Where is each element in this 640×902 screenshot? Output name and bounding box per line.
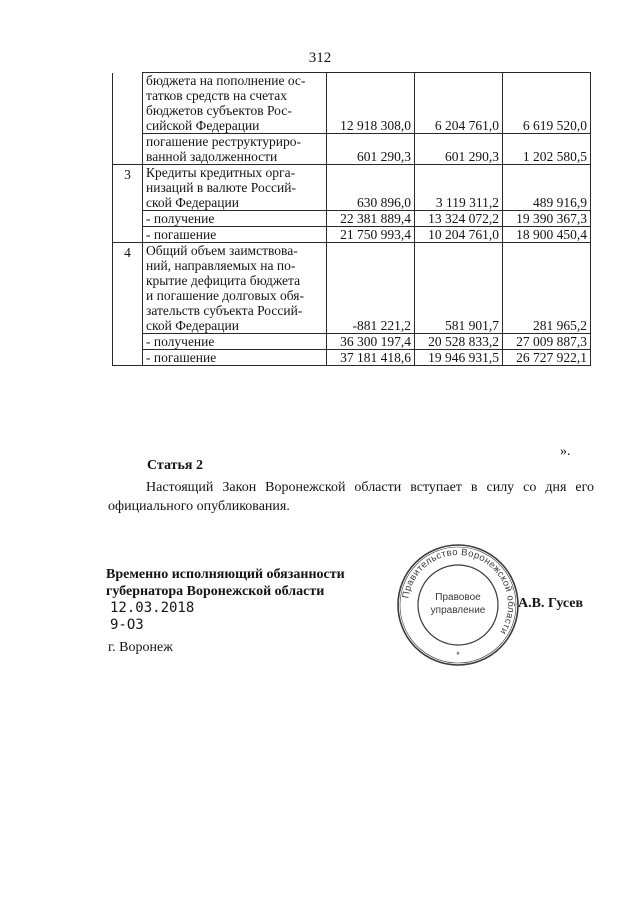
row-label-cell: - получение [143,334,327,350]
row-label-cell: - получение [143,211,327,227]
table-row [113,243,591,334]
value-cell-year-1: 12 918 308,0 [327,73,415,134]
row-number-cell: 4 [113,243,143,334]
value-cell-year-3: 489 916,9 [503,165,591,211]
row-number-cell [113,334,143,350]
table-row [113,227,591,243]
signer-name: А.В. Гусев [518,596,584,611]
table-row [113,350,591,366]
svg-text:управление: управление [430,605,486,616]
svg-text:Правительство Воронежской обла: Правительство Воронежской области [400,546,517,637]
row-number-cell: 3 [113,165,143,211]
row-number-cell [113,350,143,366]
value-cell-year-1: 21 750 993,4 [327,227,415,243]
value-cell-year-3: 281 965,2 [503,243,591,334]
page-number: 312 [308,50,332,66]
row-label-cell: бюджета на пополнение ос- татков средств на счетах бюджетов субъектов Рос- сийской Федерации [143,73,327,134]
row-label-cell: погашение реструктуриро- ванной задолженности [143,134,327,165]
value-cell-year-1: -881 221,2 [327,243,415,334]
table-row [113,165,591,211]
row-number-cell [113,73,143,134]
value-cell-year-2: 581 901,7 [415,243,503,334]
row-number-cell [113,227,143,243]
article-title: Статья 2 [147,458,203,473]
value-cell-year-2: 10 204 761,0 [415,227,503,243]
value-cell-year-2: 20 528 833,2 [415,334,503,350]
value-cell-year-2: 6 204 761,0 [415,73,503,134]
table-row [113,134,591,165]
row-number-cell [113,211,143,227]
official-seal-stamp [393,540,523,670]
value-cell-year-3: 18 900 450,4 [503,227,591,243]
row-label-cell: - погашение [143,350,327,366]
value-cell-year-1: 630 896,0 [327,165,415,211]
row-label-cell: - погашение [143,227,327,243]
table-row [113,73,591,134]
value-cell-year-3: 26 727 922,1 [503,350,591,366]
svg-text:Правовое: Правовое [435,592,481,603]
law-number: 9-ОЗ [110,617,144,633]
article-text: Настоящий Закон Воронежской области вступает в силу со дня его официального опубликования. [108,480,594,514]
row-label-cell: Общий объем заимствова- ний, направляемых на по- крытие дефицита бюджета и погашение долговых обя- зательств субъекта Россий- ской Федерации [143,243,327,334]
value-cell-year-3: 19 390 367,3 [503,211,591,227]
table-row [113,334,591,350]
signer-position-line-2: губернатора Воронежской области [106,584,325,599]
value-cell-year-2: 13 324 072,2 [415,211,503,227]
budget-borrowing-table [112,72,591,366]
value-cell-year-3: 6 619 520,0 [503,73,591,134]
law-date-number [110,600,194,634]
row-number-cell [113,134,143,165]
value-cell-year-1: 22 381 889,4 [327,211,415,227]
value-cell-year-2: 3 119 311,2 [415,165,503,211]
signer-position-line-1: Временно исполняющий обязанности [106,567,345,582]
svg-text:*: * [456,650,460,660]
law-date: 12.03.2018 [110,600,195,616]
table-row [113,211,591,227]
value-cell-year-3: 27 009 887,3 [503,334,591,350]
signer-position [106,566,345,600]
value-cell-year-1: 37 181 418,6 [327,350,415,366]
value-cell-year-2: 19 946 931,5 [415,350,503,366]
city: г. Воронеж [108,640,173,655]
value-cell-year-1: 601 290,3 [327,134,415,165]
value-cell-year-2: 601 290,3 [415,134,503,165]
value-cell-year-3: 1 202 580,5 [503,134,591,165]
value-cell-year-1: 36 300 197,4 [327,334,415,350]
closing-quote-mark: ». [560,444,571,459]
row-label-cell: Кредиты кредитных орга- низаций в валюте Россий- ской Федерации [143,165,327,211]
